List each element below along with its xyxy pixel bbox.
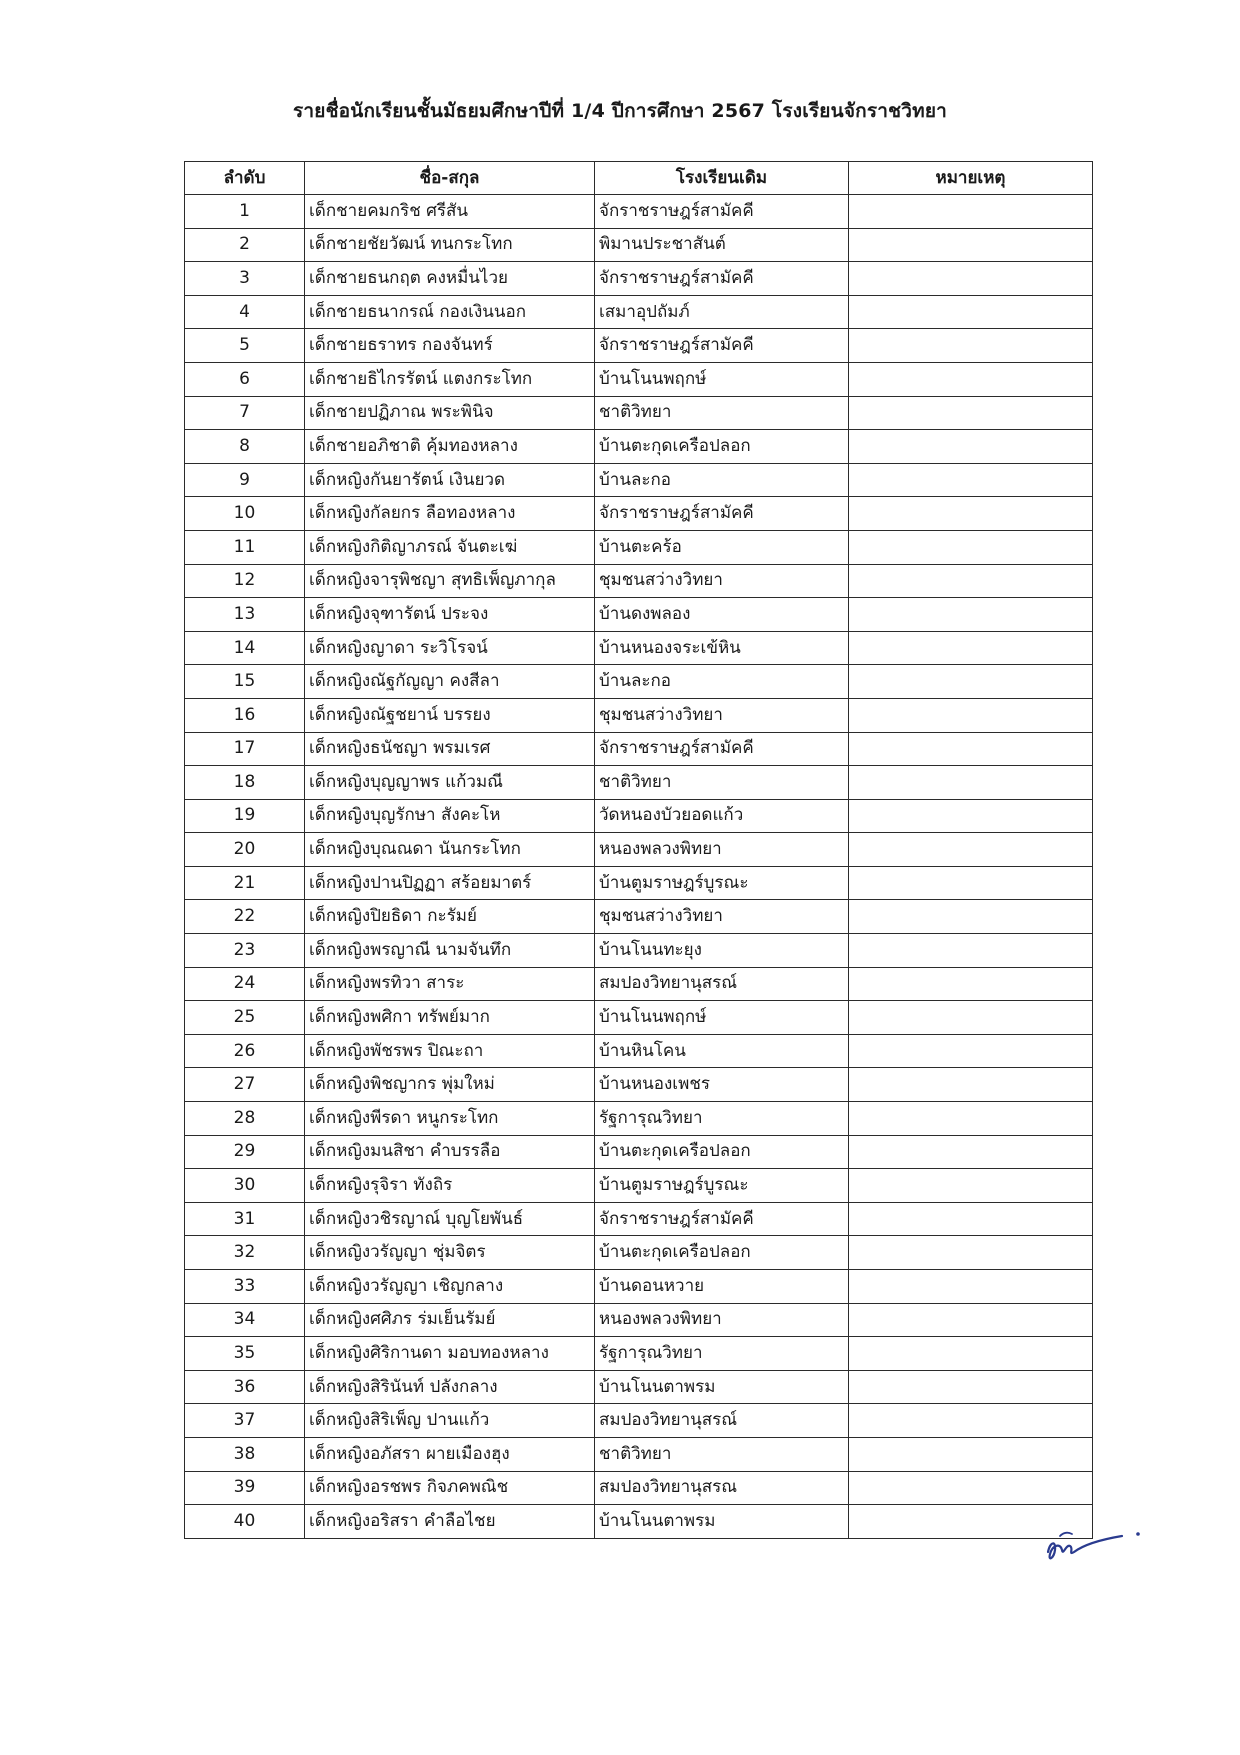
remarks-cell (849, 1370, 1093, 1404)
remarks-cell (849, 1270, 1093, 1304)
remarks-cell (849, 665, 1093, 699)
previous-school-cell: จักราชราษฎร์สามัคคี (595, 497, 849, 531)
row-number-cell: 19 (185, 799, 305, 833)
remarks-cell (849, 799, 1093, 833)
previous-school-cell: บ้านละกอ (595, 665, 849, 699)
student-name-cell: เด็กหญิงพรทิวา สาระ (305, 967, 595, 1001)
previous-school-cell: รัฐการุณวิทยา (595, 1102, 849, 1136)
student-name-cell: เด็กหญิงกิติญาภรณ์ จันตะเฆ่ (305, 530, 595, 564)
student-name-cell: เด็กชายธราทร กองจันทร์ (305, 329, 595, 363)
row-number-cell: 21 (185, 866, 305, 900)
table-row (185, 1001, 1093, 1035)
student-name-cell: เด็กหญิงพศิกา ทรัพย์มาก (305, 1001, 595, 1035)
remarks-cell (849, 530, 1093, 564)
student-name-cell: เด็กหญิงสิริเพ็ญ ปานแก้ว (305, 1404, 595, 1438)
student-name-cell: เด็กชายธิไกรรัตน์ แตงกระโทก (305, 362, 595, 396)
table-row (185, 262, 1093, 296)
student-name-cell: เด็กหญิงวรัญญา ชุ่มจิตร (305, 1236, 595, 1270)
table-row (185, 463, 1093, 497)
table-row (185, 1337, 1093, 1371)
remarks-cell (849, 1034, 1093, 1068)
table-row (185, 1169, 1093, 1203)
table-row (185, 1068, 1093, 1102)
page-title: รายชื่อนักเรียนชั้นมัธยมศึกษาปีที่ 1/4 ปีการศึกษา 2567 โรงเรียนจักราชวิทยา (292, 100, 948, 122)
row-number-cell: 34 (185, 1303, 305, 1337)
student-name-cell: เด็กหญิงบุญรักษา สังคะโห (305, 799, 595, 833)
table-row (185, 1437, 1093, 1471)
row-number-cell: 15 (185, 665, 305, 699)
row-number-cell: 33 (185, 1270, 305, 1304)
row-number-cell: 6 (185, 362, 305, 396)
student-name-cell: เด็กหญิงอภัสรา ผายเมืองฮุง (305, 1437, 595, 1471)
remarks-cell (849, 766, 1093, 800)
previous-school-cell: บ้านตะกุดเครือปลอก (595, 430, 849, 464)
table-row (185, 665, 1093, 699)
table-row (185, 1202, 1093, 1236)
row-number-cell: 27 (185, 1068, 305, 1102)
table-row (185, 1404, 1093, 1438)
student-name-cell: เด็กหญิงธนัชญา พรมเรศ (305, 732, 595, 766)
remarks-cell (849, 833, 1093, 867)
row-number-cell: 13 (185, 598, 305, 632)
table-row (185, 967, 1093, 1001)
row-number-cell: 10 (185, 497, 305, 531)
previous-school-cell: ชุมชนสว่างวิทยา (595, 698, 849, 732)
table-row (185, 1471, 1093, 1505)
previous-school-cell: สมปองวิทยานุสรณ์ (595, 1404, 849, 1438)
table-row (185, 1135, 1093, 1169)
table-row (185, 631, 1093, 665)
previous-school-cell: ชุมชนสว่างวิทยา (595, 900, 849, 934)
previous-school-cell: จักราชราษฎร์สามัคคี (595, 732, 849, 766)
previous-school-cell: บ้านโนนพฤกษ์ (595, 362, 849, 396)
student-name-cell: เด็กหญิงพัชรพร ปิณะถา (305, 1034, 595, 1068)
table-row (185, 732, 1093, 766)
remarks-cell (849, 329, 1093, 363)
row-number-cell: 30 (185, 1169, 305, 1203)
student-name-cell: เด็กหญิงบุญญาพร แก้วมณี (305, 766, 595, 800)
previous-school-cell: จักราชราษฎร์สามัคคี (595, 262, 849, 296)
table-row (185, 1236, 1093, 1270)
previous-school-cell: สมปองวิทยานุสรณ์ (595, 967, 849, 1001)
row-number-cell: 36 (185, 1370, 305, 1404)
student-name-cell: เด็กชายชัยวัฒน์ ทนกระโทก (305, 228, 595, 262)
student-name-cell: เด็กหญิงสิรินันท์ ปลังกลาง (305, 1370, 595, 1404)
remarks-cell (849, 1001, 1093, 1035)
previous-school-cell: บ้านโนนพฤกษ์ (595, 1001, 849, 1035)
remarks-cell (849, 262, 1093, 296)
row-number-cell: 23 (185, 934, 305, 968)
student-name-cell: เด็กชายปฏิภาณ พระพินิจ (305, 396, 595, 430)
table-row (185, 833, 1093, 867)
student-name-cell: เด็กหญิงศศิภร ร่มเย็นรัมย์ (305, 1303, 595, 1337)
table-row (185, 396, 1093, 430)
row-number-cell: 32 (185, 1236, 305, 1270)
table-row (185, 1034, 1093, 1068)
previous-school-cell: สมปองวิทยานุสรณ (595, 1471, 849, 1505)
student-name-cell: เด็กหญิงกัลยกร ลือทองหลาง (305, 497, 595, 531)
remarks-cell (849, 598, 1093, 632)
remarks-cell (849, 900, 1093, 934)
remarks-cell (849, 1437, 1093, 1471)
remarks-cell (849, 1303, 1093, 1337)
previous-school-cell: บ้านละกอ (595, 463, 849, 497)
previous-school-cell: บ้านโนนทะยุง (595, 934, 849, 968)
student-name-cell: เด็กหญิงกันยารัตน์ เงินยวด (305, 463, 595, 497)
remarks-cell (849, 463, 1093, 497)
row-number-cell: 20 (185, 833, 305, 867)
student-name-cell: เด็กหญิงพรญาณี นามจันทึก (305, 934, 595, 968)
remarks-cell (849, 362, 1093, 396)
remarks-cell (849, 631, 1093, 665)
table-row (185, 1370, 1093, 1404)
student-name-cell: เด็กชายคมกริช ศรีสัน (305, 195, 595, 229)
remarks-cell (849, 195, 1093, 229)
row-number-cell: 40 (185, 1505, 305, 1539)
previous-school-cell: หนองพลวงพิทยา (595, 833, 849, 867)
previous-school-cell: บ้านหนองจระเข้หิน (595, 631, 849, 665)
previous-school-cell: จักราชราษฎร์สามัคคี (595, 1202, 849, 1236)
student-name-cell: เด็กชายธนกฤต คงหมื่นไวย (305, 262, 595, 296)
row-number-cell: 31 (185, 1202, 305, 1236)
table-body (185, 195, 1093, 1539)
previous-school-cell: รัฐการุณวิทยา (595, 1337, 849, 1371)
table-row (185, 530, 1093, 564)
table-row (185, 564, 1093, 598)
previous-school-cell: จักราชราษฎร์สามัคคี (595, 329, 849, 363)
table-row (185, 329, 1093, 363)
row-number-cell: 18 (185, 766, 305, 800)
table-row (185, 430, 1093, 464)
student-name-cell: เด็กหญิงศิริกานดา มอบทองหลาง (305, 1337, 595, 1371)
student-name-cell: เด็กหญิงอริสรา คำลือไชย (305, 1505, 595, 1539)
student-name-cell: เด็กชายธนากรณ์ กองเงินนอก (305, 295, 595, 329)
remarks-cell (849, 1135, 1093, 1169)
row-number-cell: 35 (185, 1337, 305, 1371)
row-number-cell: 5 (185, 329, 305, 363)
table-row (185, 228, 1093, 262)
student-name-cell: เด็กชายอภิชาติ คุ้มทองหลาง (305, 430, 595, 464)
previous-school-cell: บ้านโนนตาพรม (595, 1505, 849, 1539)
signature-icon (1038, 1506, 1148, 1576)
table-row (185, 900, 1093, 934)
table-header-row (185, 162, 1093, 195)
row-number-cell: 1 (185, 195, 305, 229)
remarks-cell (849, 497, 1093, 531)
row-number-cell: 4 (185, 295, 305, 329)
row-number-cell: 22 (185, 900, 305, 934)
remarks-cell (849, 1236, 1093, 1270)
student-name-cell: เด็กหญิงณัฐชยาน์ บรรยง (305, 698, 595, 732)
remarks-cell (849, 934, 1093, 968)
row-number-cell: 11 (185, 530, 305, 564)
student-name-cell: เด็กหญิงรุจิรา ทังถิร (305, 1169, 595, 1203)
row-number-cell: 28 (185, 1102, 305, 1136)
remarks-cell (849, 295, 1093, 329)
previous-school-cell: บ้านหนองเพชร (595, 1068, 849, 1102)
previous-school-cell: ชาติวิทยา (595, 396, 849, 430)
remarks-cell (849, 396, 1093, 430)
student-name-cell: เด็กหญิงพิชญากร พุ่มใหม่ (305, 1068, 595, 1102)
row-number-cell: 25 (185, 1001, 305, 1035)
previous-school-cell: บ้านตูมราษฎร์บูรณะ (595, 866, 849, 900)
student-name-cell: เด็กหญิงพีรดา หนูกระโทก (305, 1102, 595, 1136)
previous-school-cell: พิมานประชาสันต์ (595, 228, 849, 262)
previous-school-cell: จักราชราษฎร์สามัคคี (595, 195, 849, 229)
table-row (185, 295, 1093, 329)
previous-school-cell: บ้านดอนหวาย (595, 1270, 849, 1304)
student-name-cell: เด็กหญิงวรัญญา เชิญกลาง (305, 1270, 595, 1304)
previous-school-cell: วัดหนองบัวยอดแก้ว (595, 799, 849, 833)
student-name-cell: เด็กหญิงบุณณดา นันกระโทก (305, 833, 595, 867)
row-number-cell: 29 (185, 1135, 305, 1169)
table-row (185, 1270, 1093, 1304)
previous-school-cell: บ้านโนนตาพรม (595, 1370, 849, 1404)
row-number-cell: 17 (185, 732, 305, 766)
row-number-cell: 37 (185, 1404, 305, 1438)
table-row (185, 934, 1093, 968)
table-row (185, 195, 1093, 229)
remarks-cell (849, 732, 1093, 766)
column-header-previous-school: โรงเรียนเดิม (595, 162, 849, 195)
row-number-cell: 26 (185, 1034, 305, 1068)
previous-school-cell: เสมาอุปถัมภ์ (595, 295, 849, 329)
table-row (185, 1303, 1093, 1337)
student-name-cell: เด็กหญิงณัฐกัญญา คงสีลา (305, 665, 595, 699)
previous-school-cell: บ้านตะกุดเครือปลอก (595, 1236, 849, 1270)
row-number-cell: 24 (185, 967, 305, 1001)
student-name-cell: เด็กหญิงวชิรญาณ์ บุญโยพันธ์ (305, 1202, 595, 1236)
row-number-cell: 8 (185, 430, 305, 464)
row-number-cell: 9 (185, 463, 305, 497)
student-name-cell: เด็กหญิงอรชพร กิจภคพณิช (305, 1471, 595, 1505)
row-number-cell: 14 (185, 631, 305, 665)
row-number-cell: 3 (185, 262, 305, 296)
column-header-remarks: หมายเหตุ (849, 162, 1093, 195)
student-name-cell: เด็กหญิงจารุพิชญา สุทธิเพ็ญภากุล (305, 564, 595, 598)
previous-school-cell: ชาติวิทยา (595, 1437, 849, 1471)
table-row (185, 698, 1093, 732)
remarks-cell (849, 430, 1093, 464)
student-name-cell: เด็กหญิงมนสิชา คำบรรลือ (305, 1135, 595, 1169)
table-row (185, 1505, 1093, 1539)
table-row (185, 598, 1093, 632)
remarks-cell (849, 1471, 1093, 1505)
remarks-cell (849, 1169, 1093, 1203)
row-number-cell: 7 (185, 396, 305, 430)
remarks-cell (849, 1404, 1093, 1438)
column-header-name: ชื่อ-สกุล (305, 162, 595, 195)
table-row (185, 866, 1093, 900)
row-number-cell: 16 (185, 698, 305, 732)
student-name-cell: เด็กหญิงปิยธิดา กะรัมย์ (305, 900, 595, 934)
student-name-cell: เด็กหญิงจุฑารัตน์ ประจง (305, 598, 595, 632)
previous-school-cell: ชาติวิทยา (595, 766, 849, 800)
previous-school-cell: บ้านตะกุดเครือปลอก (595, 1135, 849, 1169)
remarks-cell (849, 1102, 1093, 1136)
previous-school-cell: บ้านตะคร้อ (595, 530, 849, 564)
row-number-cell: 39 (185, 1471, 305, 1505)
column-header-number: ลำดับ (185, 162, 305, 195)
previous-school-cell: หนองพลวงพิทยา (595, 1303, 849, 1337)
student-roster-table (184, 161, 1093, 1539)
remarks-cell (849, 866, 1093, 900)
student-name-cell: เด็กหญิงญาดา ระวิโรจน์ (305, 631, 595, 665)
previous-school-cell: บ้านหินโคน (595, 1034, 849, 1068)
remarks-cell (849, 564, 1093, 598)
table-row (185, 799, 1093, 833)
row-number-cell: 12 (185, 564, 305, 598)
row-number-cell: 2 (185, 228, 305, 262)
table-row (185, 766, 1093, 800)
table-row (185, 497, 1093, 531)
remarks-cell (849, 967, 1093, 1001)
student-name-cell: เด็กหญิงปานปิฏฏา สร้อยมาตร์ (305, 866, 595, 900)
table-row (185, 1102, 1093, 1136)
remarks-cell (849, 1068, 1093, 1102)
previous-school-cell: บ้านตูมราษฎร์บูรณะ (595, 1169, 849, 1203)
previous-school-cell: ชุมชนสว่างวิทยา (595, 564, 849, 598)
remarks-cell (849, 698, 1093, 732)
table-row (185, 362, 1093, 396)
remarks-cell (849, 228, 1093, 262)
remarks-cell (849, 1337, 1093, 1371)
previous-school-cell: บ้านดงพลอง (595, 598, 849, 632)
remarks-cell (849, 1202, 1093, 1236)
row-number-cell: 38 (185, 1437, 305, 1471)
